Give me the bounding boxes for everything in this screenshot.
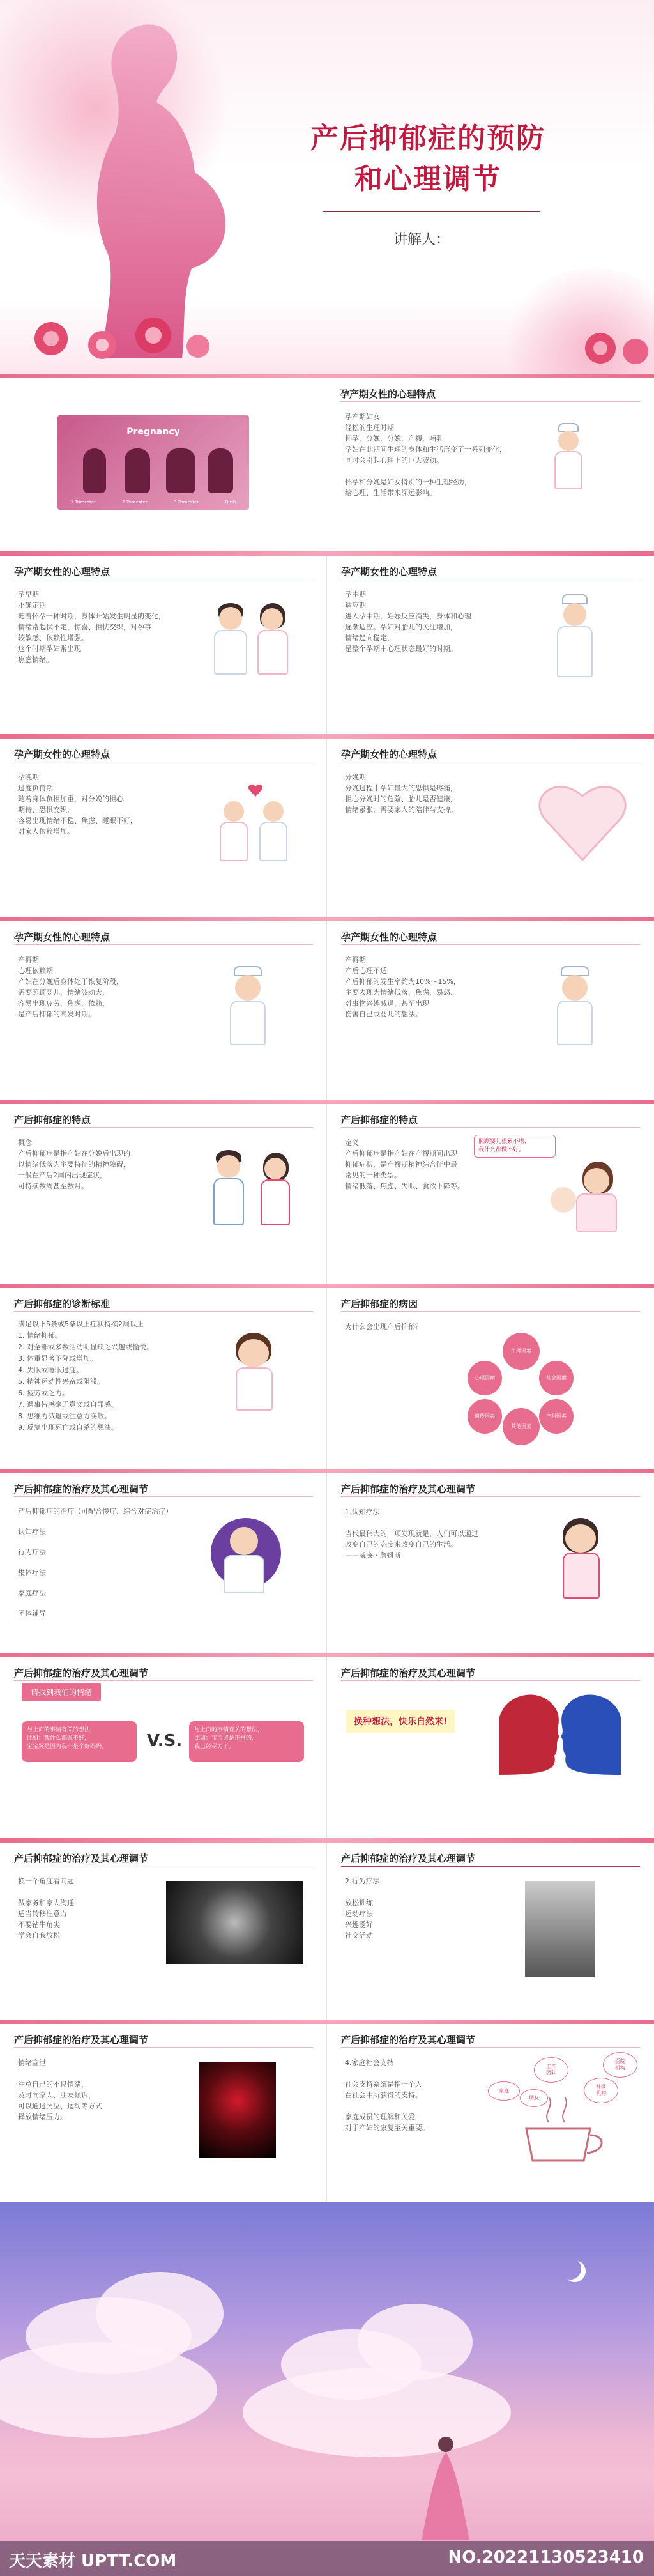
slide-title: 孕产期女性的心理特点 (14, 931, 110, 943)
face (562, 975, 588, 1000)
watermark-number: NO.20221130523410 (448, 2548, 644, 2567)
title-underline (341, 2047, 640, 2048)
speaker-label: 讲解人： (393, 232, 450, 248)
watermark-site: 天天素材 UPTT.COM (9, 2552, 177, 2571)
slide-divider (0, 917, 654, 921)
slide (327, 1288, 654, 1469)
coat (257, 630, 288, 675)
support-bubble: 工作 团队 (534, 2057, 568, 2083)
negative-thought-card: 与上面的事情有关的想法， 比如：我什么都做不好， 宝宝哭是因为我不是个好妈妈。 (22, 1721, 137, 1762)
slide-title: 产后抑郁症的治疗及其心理调节 (341, 1853, 476, 1864)
pregnancy-image (57, 415, 249, 510)
face (558, 431, 579, 451)
title-divider (323, 211, 540, 212)
pregnancy-steps (57, 500, 249, 505)
face (584, 1168, 609, 1193)
slide-title: 孕产期女性的心理特点 (341, 749, 437, 760)
slide-row (0, 1284, 654, 1469)
girl-illustration (227, 1333, 284, 1422)
slide (0, 1288, 327, 1469)
title-underline (14, 944, 313, 945)
slide (0, 2024, 327, 2202)
slide-body: 定义 产后抑郁症是指产妇在产褥期间出现 抑郁症状，是产褥期精神综合征中最 常见的一种类型。 情绪低落、焦虑、失眠、食欲下降等。 (345, 1138, 464, 1190)
slide-title: 产后抑郁症的病因 (341, 1298, 418, 1310)
title-underline (341, 1496, 640, 1497)
doctor-laptop-illustration (198, 1512, 287, 1607)
slide-body: 产褥期 产后心理不适 产后抑郁的发生率约为10%～15%， 主要表现为情绪低落、焦虑、易怒、 对事物兴趣减退，甚至出现 伤害自己或婴儿的想法。 (345, 956, 460, 1018)
cause-bubble: 遗传因素 (468, 1399, 502, 1434)
slide (327, 1657, 654, 1838)
slide-body: 产褥期 心理依赖期 产妇在分娩后身体处于恢复阶段， 需要照顾婴儿，情绪波动大， 容易出现疲劳、焦虑、依赖， 是产后抑郁的高发时期。 (18, 956, 123, 1018)
slide (327, 1473, 654, 1653)
dress (576, 1193, 617, 1232)
slide-row (0, 1469, 654, 1653)
slide-divider (0, 1653, 654, 1657)
slide (0, 1657, 327, 1838)
coat (220, 822, 248, 861)
slide (327, 2024, 654, 2202)
coat (214, 630, 247, 675)
slide (0, 1473, 327, 1653)
uniform (554, 451, 582, 489)
diagnosis-list: 满足以下5条或5条以上症状持续2周以上 1. 情绪抑郁。 2. 对全部或多数活动明显缺乏兴趣或愉悦。 3. 体重显著下降或增加。 4. 失眠或睡眠过度。 5. 精神运动性兴奋或阻滞。 6. 疲劳或乏力。 7. 遇事皆感毫无意义或自罪感。 8. 思维力减退或注意力涣散。 9. 反复出现死亡或自杀的想法。 (18, 1320, 153, 1432)
title-underline (14, 2047, 313, 2048)
positive-thought-card: 与上面的事情有关的想法， 比如：宝宝哭是正常的， 我已经尽力了。 (189, 1721, 304, 1762)
step-label: 1 Trimester (70, 500, 96, 505)
flower-decoration (575, 319, 654, 371)
versus-label: V.S. (147, 1731, 183, 1751)
slide-body: 情绪宣泄 注意自己的不良情绪， 及时向家人、朋友倾诉， 可以通过哭泣、运动等方式 释放情绪压力。 (18, 2058, 102, 2121)
title-underline (14, 1680, 313, 1681)
slide-body: 孕早期 不确定期 随着怀孕一种时期，身体开始发生明显的变化， 情绪常起伏不定，惊喜、担忧交织，对孕事 较敏感、依赖性增强。 这个时期孕妇常出现 焦虑情绪。 (18, 590, 165, 664)
cause-bubble: 其他因素 (503, 1408, 540, 1445)
nurse-illustration (549, 423, 588, 500)
nurse-illustration (224, 966, 275, 1049)
girl-book-illustration (554, 1518, 611, 1607)
slide (327, 1104, 654, 1284)
cause-question: 为什么会出现产后抑郁？ (345, 1322, 422, 1331)
heart-illustration (538, 777, 627, 866)
support-bubble: 朋友 (520, 2089, 548, 2107)
slide-body: 分娩期 分娩过程中孕妇最大的恐惧是疼痛， 担心分娩时的危险、胎儿是否健康， 情绪紧张，需要家人的陪伴与支持。 (345, 773, 457, 814)
coat (261, 1179, 290, 1225)
reframe-banner: 换种想法，快乐自然来! (346, 1710, 455, 1733)
slide-divider (0, 734, 654, 739)
cover-slide (0, 0, 654, 374)
woman-dog-photo (525, 1881, 595, 1977)
slide (327, 556, 654, 734)
step-label: 2 Trimester (122, 500, 148, 505)
face (219, 607, 242, 630)
silhouette (208, 448, 233, 493)
face (235, 975, 261, 1000)
slide-row (0, 374, 654, 551)
slide-title: 孕产期女性的心理特点 (14, 566, 110, 578)
cause-bubble: 社会因素 (539, 1361, 574, 1395)
slide-title: 产后抑郁症的特点 (341, 1114, 418, 1126)
face (238, 1339, 269, 1367)
slide-body: 4.家庭社会支持 社会支持系统是指一个人 在社会中所获得的支持。 家庭成员的理解和关爱 对于产妇的康复至关重要。 (345, 2058, 429, 2132)
slide-body: 2.行为疗法 放松训练 运动疗法 兴趣爱好 社交活动 (345, 1877, 380, 1940)
slide-body: 孕产期妇女 轻松的生理时期 怀孕、分娩、分娩、产褥、哺乳 孕妇在此期间生理的身体和生活形变了一系列变化， 同时会引起心理上的巨大波动。 怀孕和分娩是妇女特别的一种生理经历， 给心理、生活带来深远影响。 (345, 413, 506, 497)
slide-row (0, 1838, 654, 2020)
coat (259, 822, 287, 861)
flower-decoration (26, 300, 217, 364)
slide-title: 产后抑郁症的治疗及其心理调节 (14, 1483, 149, 1495)
doctor-illustration (551, 966, 602, 1049)
slide-row (0, 1100, 654, 1284)
face (261, 608, 283, 630)
title-underline (14, 1127, 313, 1128)
pregnancy-label: Pregnancy (126, 427, 180, 437)
face (263, 801, 284, 822)
slide (0, 378, 654, 551)
slide-row (0, 734, 654, 917)
slide (327, 921, 654, 1100)
support-diagram (475, 2052, 641, 2174)
slide-body: 孕中期 适应期 进入孕中期，妊娠反应消失，身体和心理 逐渐适应。孕妇对胎儿的关注增加， 情绪趋向稳定， 是整个孕期中心理状态最好的时期。 (345, 590, 471, 653)
slide-row (0, 917, 654, 1100)
slide-divider (0, 1284, 654, 1288)
slide-divider (0, 551, 654, 556)
silhouette (166, 448, 195, 493)
slide-title: 产后抑郁症的治疗及其心理调节 (341, 1483, 476, 1495)
cover-title-line1: 产后抑郁症的预防 (310, 122, 545, 155)
slide (0, 1843, 327, 2020)
dress (563, 1552, 600, 1598)
cover-title (262, 118, 594, 200)
slide-title: 孕产期女性的心理特点 (340, 388, 436, 400)
slide-title: 孕产期女性的心理特点 (341, 566, 437, 578)
slide (327, 1843, 654, 2020)
slide-divider (0, 1100, 654, 1104)
face (230, 1527, 258, 1555)
baby-face (551, 1187, 576, 1213)
support-bubble: 社区 机构 (584, 2078, 618, 2103)
slide-divider (0, 2020, 654, 2024)
watermark-footer (0, 2542, 654, 2576)
face (224, 801, 244, 822)
emotion-pill: 请找到我们的情绪 (22, 1683, 101, 1701)
doctor-illustration (551, 594, 602, 684)
moon-icon (559, 2258, 581, 2280)
cause-bubble: 产科因素 (539, 1399, 574, 1434)
slide (0, 921, 327, 1100)
title-underline (341, 1127, 640, 1128)
title-underline (341, 1311, 640, 1312)
slide-title: 孕产期女性的心理特点 (341, 931, 437, 943)
slide-divider (0, 1838, 654, 1843)
slide-title: 产后抑郁症的治疗及其心理调节 (341, 2034, 476, 2046)
heart-icon (248, 783, 263, 797)
face (563, 603, 586, 626)
cause-bubble: 生理因素 (503, 1333, 540, 1370)
speech-callout: 照顾婴儿很累不堪， 我什么都做不好。 (474, 1135, 556, 1158)
silhouette (125, 448, 150, 493)
slide-divider (0, 1469, 654, 1473)
title-underline (14, 1496, 313, 1497)
red-figure-photo (199, 2062, 276, 2158)
title-underline (341, 944, 640, 945)
cause-bubble: 心理因素 (468, 1361, 502, 1395)
slide-title: 产后抑郁症的诊断标准 (14, 1298, 110, 1310)
slide-row (0, 551, 654, 734)
slide-title: 产后抑郁症的治疗及其心理调节 (341, 1667, 476, 1679)
slide-body: 孕晚期 过度负荷期 随着身体负担加重，对分娩的担心、 期待、恐惧交织， 容易出现情绪不稳、焦虑、睡眠不好， 对家人依赖增加。 (18, 773, 137, 836)
slide-divider (0, 374, 654, 378)
face (264, 1158, 286, 1179)
title-underline (14, 1311, 313, 1312)
couple-heart-illustration (217, 783, 294, 866)
slide (0, 556, 327, 734)
title-underline (341, 1866, 640, 1867)
slide (0, 739, 327, 917)
uniform (230, 1000, 266, 1045)
support-bubble: 医院 机构 (603, 2052, 637, 2078)
slide-row (0, 2020, 654, 2202)
slide (327, 739, 654, 917)
slide (0, 1104, 327, 1284)
slide-title: 产后抑郁症的特点 (14, 1114, 91, 1126)
coat (557, 626, 593, 677)
cover-title-line2: 和心理调节 (354, 163, 501, 195)
slide-body: 概念 产后抑郁症是指产妇在分娩后出现的 以情绪低落为主要特征的精神障碍， 一般在产后2周内出现症状， 可持续数周甚至数月。 (18, 1138, 130, 1190)
face (217, 1155, 240, 1178)
tunnel-photo (166, 1881, 303, 1964)
slide-title: 产后抑郁症的治疗及其心理调节 (14, 1853, 149, 1864)
couple-illustration (208, 601, 297, 684)
step-label: 3 Trimester (173, 500, 199, 505)
cloud (0, 2342, 217, 2438)
slide-title: 孕产期女性的心理特点 (14, 749, 110, 760)
slide-body: 1.认知疗法 当代最伟大的一项发现就是，人们可以通过 改变自己的态度来改变自己的生活。 ——威廉 · 詹姆斯 (345, 1508, 478, 1560)
mother-baby-illustration (538, 1162, 634, 1238)
title-underline (340, 401, 640, 402)
dress (236, 1367, 273, 1411)
girl-silhouette (415, 2432, 473, 2547)
cause-bubble-diagram (468, 1333, 576, 1448)
slide-body: 换一个角度看问题 做家务和家人沟通 适当转移注意力 不要钻牛角尖 学会自我放松 (18, 1877, 74, 1940)
title-underline (341, 1680, 640, 1681)
slide-row (0, 1653, 654, 1838)
coat (213, 1178, 244, 1225)
two-faces-illustration (493, 1685, 627, 1781)
face (565, 1524, 596, 1552)
ending-slide (0, 2202, 654, 2576)
coat (557, 1000, 593, 1045)
support-bubble: 家庭 (488, 2082, 520, 2101)
slide-title: 产后抑郁症的治疗及其心理调节 (14, 1667, 149, 1679)
coat (224, 1555, 264, 1593)
slide-body: 产后抑郁症的治疗（可配合慢疗、综合对症治疗） 认知疗法 行为疗法 集体疗法 家庭疗法 团体辅导 (18, 1507, 172, 1618)
silhouette (83, 448, 106, 493)
step-label: Birth (225, 500, 236, 505)
couple-illustration (211, 1149, 300, 1232)
slide-title: 产后抑郁症的治疗及其心理调节 (14, 2034, 149, 2046)
